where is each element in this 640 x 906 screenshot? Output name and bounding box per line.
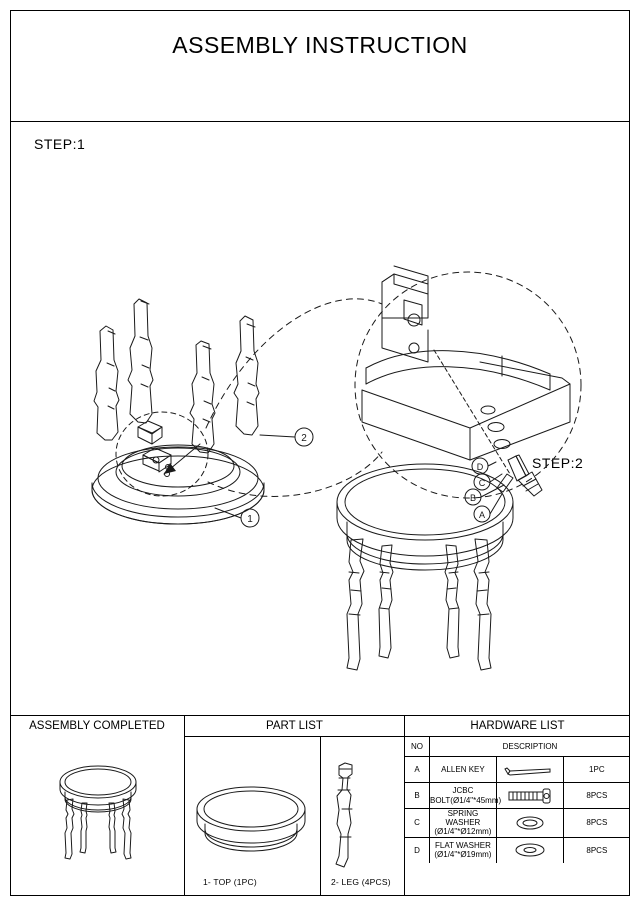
callout-C-text: C (478, 478, 486, 488)
hardware-row-c-qty: 8PCS (563, 809, 630, 838)
step-1-label: STEP:1 (34, 136, 86, 152)
callout-D-text: D (476, 462, 484, 472)
hardware-list-panel (405, 716, 630, 896)
assembly-completed-image (10, 737, 184, 896)
hardware-row-a-qty: 1PC (563, 757, 630, 783)
hardware-row-d-desc-line1: FLAT WASHER (434, 840, 491, 850)
callout-1-text: 1 (247, 514, 253, 525)
hardware-table (405, 737, 630, 863)
callout-B-text: B (469, 493, 477, 503)
step-2-label: STEP:2 (532, 455, 584, 471)
hardware-table-header-row (405, 737, 630, 757)
hardware-row-a-no: A (405, 757, 430, 783)
title-band (10, 10, 630, 122)
part-list-header: PART LIST (185, 716, 404, 737)
page-title: ASSEMBLY INSTRUCTION (172, 32, 468, 58)
part-list-divider (320, 737, 321, 895)
hardware-row-d-desc (430, 837, 497, 863)
hardware-row-c-desc-line2: (Ø1/4"*Ø12mm) (434, 827, 492, 837)
leg-4 (234, 316, 259, 435)
hardware-col-no: NO (405, 737, 430, 757)
step2-stool (337, 464, 513, 670)
hardware-row-c-desc-line1: SPRING WASHER (445, 809, 481, 828)
part-caption-leg: 2- LEG (4PCS) (331, 877, 391, 887)
hardware-list-header: HARDWARE LIST (405, 716, 630, 737)
leg-1 (128, 299, 153, 423)
part-list-panel (185, 716, 405, 896)
bottom-tables (10, 716, 630, 896)
flat-washer-icon (496, 837, 563, 863)
hardware-row-b-no: B (405, 783, 430, 809)
table-row (405, 809, 630, 838)
hardware-row-d-desc-line2: (Ø1/4"*Ø19mm) (434, 850, 492, 860)
part-caption-top: 1- TOP (1PC) (203, 877, 257, 887)
assembly-completed-header: ASSEMBLY COMPLETED (29, 720, 165, 732)
allen-key-icon (496, 757, 563, 783)
diagram-area (10, 122, 630, 716)
hardware-row-a-desc: ALLEN KEY (430, 757, 497, 783)
step1-stool-upside-down (92, 299, 264, 524)
table-row (405, 837, 630, 863)
step1-callouts (215, 428, 313, 527)
assembly-completed-panel (10, 716, 185, 896)
hardware-row-b-desc: JCBC BOLT(Ø1/4"*45mm) (430, 783, 497, 809)
callout-2-text: 2 (301, 433, 307, 444)
leg-front-right (474, 539, 491, 670)
leg-front-left (347, 539, 364, 670)
hardware-row-b-qty: 8PCS (563, 783, 630, 809)
leg-2 (94, 326, 119, 440)
hardware-col-description: DESCRIPTION (430, 737, 631, 757)
hardware-row-c-no: C (405, 809, 430, 838)
callout-A-text: A (478, 510, 486, 520)
hardware-row-d-qty: 8PCS (586, 845, 608, 855)
bolt-icon (496, 783, 563, 809)
assembly-drawings (10, 122, 630, 716)
leg-back-left (379, 545, 393, 658)
hardware-row-c-desc (430, 809, 497, 838)
part-list-images (185, 737, 405, 895)
table-row (405, 783, 630, 809)
leg-3 (190, 341, 215, 453)
hardware-row-d-no: D (405, 837, 430, 863)
table-row (405, 757, 630, 783)
spring-washer-icon (496, 809, 563, 838)
